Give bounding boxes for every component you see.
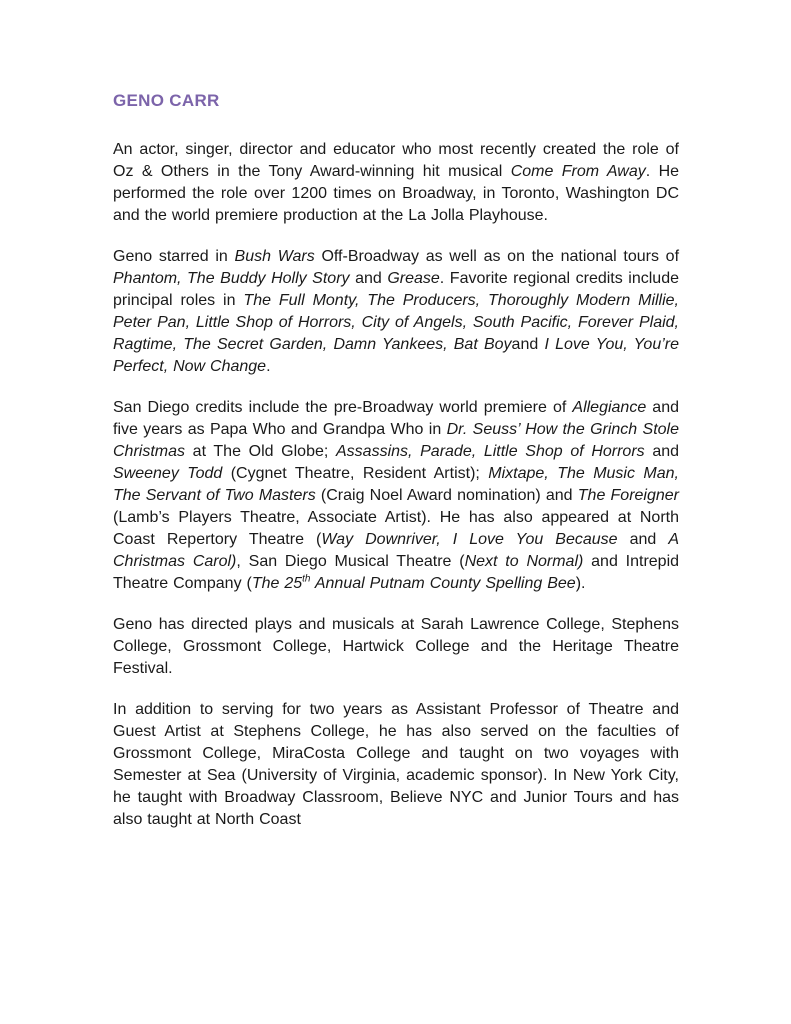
- text-run: .: [266, 358, 271, 375]
- paragraph: [113, 614, 679, 680]
- text-run: Off-Broadway as well as on the national tours of: [314, 248, 680, 265]
- text-run: and: [349, 270, 388, 287]
- text-run: at The Old Globe;: [185, 443, 336, 460]
- italic-text-run: Sweeney Todd: [113, 465, 223, 482]
- text-run: San Diego credits include the pre-Broadway world premiere of: [113, 399, 573, 416]
- page-title: GENO CARR: [113, 91, 220, 110]
- italic-text-run: I Love You, You’re Perfect, Now Change: [113, 336, 680, 375]
- text-run: In addition to serving for two years as Assistant Professor of Theatre and Guest Artist at Stephens College, he has also served on the faculties of Grossmont College, MiraCosta College and taught on two voyages with Semester at Sea (University of Virginia, academic sponsor). In New York City, he taught with Broadway Classroom, Believe NYC and Junior Tours and has also taught at North Coast: [113, 701, 679, 828]
- italic-text-run: Assassins, Parade, Little Shop of Horrors: [336, 443, 645, 460]
- italic-text-run: Next to Normal): [464, 553, 584, 570]
- text-run: and five years as Papa Who and Grandpa Who in: [113, 399, 679, 438]
- italic-text-run: Bush Wars: [234, 248, 315, 265]
- italic-text-run: The Full Monty, The Producers, Thoroughly Modern Millie, Peter Pan, Little Shop of Horrors, City of Angels, South Pacific, Forever Plaid, Ragtime, The Secret Garden, Damn Yankees, Bat Boy: [113, 292, 680, 353]
- italic-text-run: th: [302, 573, 311, 585]
- text-run: . Favorite regional credits include principal roles in: [113, 270, 679, 309]
- text-run: and: [644, 443, 680, 460]
- italic-text-run: A Christmas Carol): [113, 531, 680, 570]
- italic-text-run: Way Downriver, I Love You Because: [321, 531, 618, 548]
- document-body: [113, 139, 679, 831]
- text-run: (Craig Noel Award nomination) and: [315, 487, 578, 504]
- text-run: Geno starred in: [113, 248, 235, 265]
- text-run: Geno has directed plays and musicals at Sarah Lawrence College, Stephens College, Grossmont College, Hartwick College and the Heritage Theatre Festival.: [113, 616, 679, 677]
- text-run: and: [617, 531, 669, 548]
- text-run: and: [511, 336, 545, 353]
- text-run: , San Diego Musical Theatre (: [236, 553, 465, 570]
- paragraph: [113, 699, 679, 831]
- text-run: and Intrepid Theatre Company (: [113, 553, 680, 592]
- italic-text-run: Come From Away: [510, 163, 646, 180]
- text-run: (Cygnet Theatre, Resident Artist);: [222, 465, 489, 482]
- italic-text-run: The Foreigner: [577, 487, 679, 504]
- text-run: (Lamb’s Players Theatre, Associate Artist). He has also appeared at North Coast Repertory Theatre (: [113, 509, 679, 548]
- paragraph: [113, 246, 679, 378]
- text-run: ).: [575, 575, 586, 592]
- paragraph: [113, 397, 679, 595]
- italic-text-run: Allegiance: [572, 399, 647, 416]
- italic-text-run: Mixtape, The Music Man, The Servant of Two Masters: [113, 465, 679, 504]
- italic-text-run: Dr. Seuss’ How the Grinch Stole Christmas: [113, 421, 679, 460]
- paragraph: [113, 139, 679, 227]
- text-run: An actor, singer, director and educator who most recently created the role of Oz & Others in the Tony Award-winning hit musical: [113, 141, 679, 180]
- italic-text-run: Grease: [387, 270, 440, 287]
- italic-text-run: Annual Putnam County Spelling Bee: [310, 575, 576, 592]
- italic-text-run: The 25: [251, 575, 303, 592]
- italic-text-run: Phantom, The Buddy Holly Story: [113, 270, 350, 287]
- text-run: . He performed the role over 1200 times on Broadway, in Toronto, Washington DC and the world premiere production at the La Jolla Playhouse.: [113, 163, 680, 224]
